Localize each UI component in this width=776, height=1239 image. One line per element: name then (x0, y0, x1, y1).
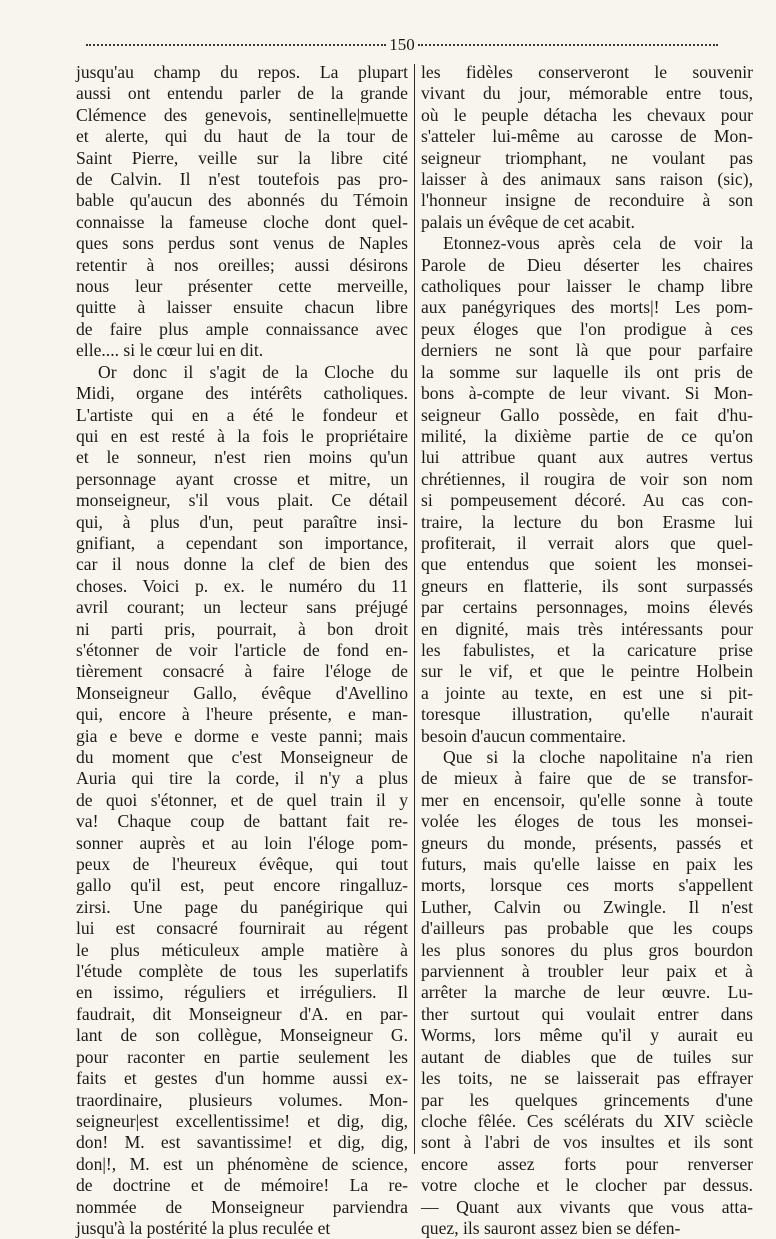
text-line: lant de son collègue, Monseigneur G. (76, 1025, 408, 1046)
text-line: Saint Pierre, veille sur la libre cité (76, 147, 408, 168)
text-line: palais un évêque de cet acabit. (421, 211, 635, 232)
text-line: tièrement consacré à faire l'éloge de (76, 661, 408, 682)
text-line: volée les éloges de tous les monsei- (421, 811, 753, 832)
text-line: ques sons perdus sont venus de Naples (76, 233, 408, 254)
text-line: catholiques pour laisser le champ libre (421, 276, 753, 297)
text-line: s'étonner de voir l'article de fond en- (76, 639, 408, 660)
text-line: sont à l'abri de vos insultes et ils sont (421, 1132, 753, 1153)
text-line: jusqu'au champ du repos. La plupart (76, 62, 408, 82)
text-line: seigneur triomphant, ne voulant pas (421, 147, 753, 168)
text-line: zirsi. Une page du panégirique qui (76, 896, 408, 917)
text-line: l'honneur insigne de reconduire à son (421, 190, 753, 211)
text-line: l'étude complète de tous les superlatifs (76, 961, 408, 982)
text-line: profiterait, il verrait alors que quel- (421, 532, 753, 553)
right-column (421, 62, 753, 1239)
text-line: votre cloche et le clocher par dessus. (421, 1175, 753, 1196)
text-line: les plus sonores du plus gros bourdon (421, 939, 753, 960)
text-line: de mieux à faire que de se transfor- (421, 768, 753, 789)
text-line: et le sonneur, n'est rien moins qu'un (76, 447, 408, 468)
text-line: nommée de Monseigneur parviendra (76, 1196, 408, 1217)
text-line: traordinaire, plusieurs volumes. Mon- (76, 1089, 408, 1110)
text-line: d'ailleurs pas probable que les coups (421, 918, 753, 939)
text-line: don! M. est savantissime! et dig, dig, (76, 1132, 408, 1153)
text-line: aussi ont entendu parler de la grande (76, 83, 408, 104)
column-divider (414, 64, 415, 1154)
text-line: et alerte, qui du haut de la tour de (76, 126, 408, 147)
text-line: seigneur|est excellentissime! et dig, dig, (76, 1110, 408, 1131)
text-line: vivant du jour, mémorable entre tous, (421, 83, 753, 104)
text-line: la somme sur laquelle ils ont pris de (421, 361, 753, 382)
text-line: qui, à plus d'un, peut paraître insi- (76, 511, 408, 532)
text-line: gnifiant, a cependant son importance, (76, 532, 408, 553)
text-line: personnage ayant crosse et mitre, un (76, 468, 408, 489)
text-line: gallo qu'il est, peut encore ringalluz- (76, 875, 408, 896)
paragraph (421, 62, 753, 233)
text-line: don|!, M. est un phénomène de science, (76, 1153, 408, 1174)
text-line: Que si la cloche napolitaine n'a rien (443, 747, 753, 767)
text-line: car il nous donne la clef de bien des (76, 554, 408, 575)
text-line: mer en encensoir, qu'elle sonne à toute (421, 789, 753, 810)
text-line: de doctrine et de mémoire! La re- (76, 1175, 408, 1196)
text-line: cloche fêlée. Ces scélérats du XIV sciècle (421, 1110, 753, 1131)
text-line: traire, la lecture du bon Erasme lui (421, 511, 753, 532)
text-line: chrétiennes, il rougira de voir son nom (421, 468, 753, 489)
text-line: arrêter la marche de leur œuvre. Lu- (421, 982, 753, 1003)
text-line: lui attribue quant aux autres vertus (421, 447, 753, 468)
text-line: ther surtout qui voulait entrer dans (421, 1003, 753, 1024)
text-line: futurs, mais qu'elle laisse en paix les (421, 854, 753, 875)
text-line: les toits, ne se laisserait pas effrayer (421, 1068, 753, 1089)
text-line: milité, la dixième partie de ce qu'on (421, 425, 753, 446)
text-line: — Quant aux vivants que vous atta- (421, 1196, 753, 1217)
text-line: que entendus que soient les monsei- (421, 554, 753, 575)
text-line: qui, encore à l'heure présente, e man- (76, 704, 408, 725)
text-line: gneurs en flatterie, ils sont surpassés (421, 575, 753, 596)
text-line: seigneur Gallo possède, en fait d'hu- (421, 404, 753, 425)
text-line: morts, lorsque ces morts s'appellent (421, 875, 753, 896)
text-line: Etonnez-vous après cela de voir la (443, 233, 753, 254)
text-line: monseigneur, s'il vous plait. Ce détail (76, 490, 408, 511)
text-line: gia e beve e dorme e veste panni; mais (76, 725, 408, 746)
text-line: peux éloges que l'on prodigue à ces (421, 318, 753, 339)
text-line: Auria qui tire la corde, il n'y a plus (76, 768, 408, 789)
text-line: va! Chaque coup de battant fait re- (76, 811, 408, 832)
text-line: derniers ne sont là que pour parfaire (421, 340, 753, 361)
text-line: jusqu'à la postérité la plus reculée et (76, 1217, 331, 1238)
text-line: bons à-compte de leur vivant. Si Mon- (421, 383, 753, 404)
text-line: de faire plus ample connaissance avec (76, 318, 408, 339)
paragraph (421, 747, 753, 1239)
text-line: retentir à nos oreilles; aussi désirons (76, 254, 408, 275)
text-line: Monseigneur Gallo, évêque d'Avellino (76, 682, 408, 703)
text-line: de Calvin. Il n'est toutefois pas pro- (76, 169, 408, 190)
text-line: Worms, lors même qu'il y aurait eu (421, 1025, 753, 1046)
text-line: par certains personnages, moins élevés (421, 597, 753, 618)
text-line: où le peuple détacha les chevaux pour (421, 104, 753, 125)
page-number: 150 (389, 35, 415, 54)
text-line: toresque illustration, qu'elle n'aurait (421, 704, 753, 725)
text-line: s'atteler lui-même au carosse de Mon- (421, 126, 753, 147)
text-line: parviennent à troubler leur paix et à (421, 961, 753, 982)
text-line: en dignité, mais très intéressants pour (421, 618, 753, 639)
text-line: Clémence des genevois, sentinelle|muette (76, 104, 408, 125)
text-line: avril courant; un lecteur sans préjugé (76, 597, 408, 618)
text-line: encore assez forts pour renverser (421, 1153, 753, 1174)
text-line: de quoi s'étonner, et de quel train il y (76, 789, 408, 810)
text-line: par les quelques grincements d'une (421, 1089, 753, 1110)
text-line: Or donc il s'agit de la Cloche du (98, 361, 408, 382)
text-line: en issimo, réguliers et irréguliers. Il (76, 982, 408, 1003)
paragraph (76, 62, 408, 362)
text-line: aux panégyriques des morts|! Les pom- (421, 297, 753, 318)
text-line: si pompeusement décoré. Au cas con- (421, 490, 753, 511)
page-header (86, 34, 718, 56)
header-rule-right (418, 44, 718, 46)
text-line: gneurs du monde, présents, passés et (421, 832, 753, 853)
text-line: du moment que c'est Monseigneur de (76, 747, 408, 767)
left-column (76, 62, 408, 1239)
text-line: pour raconter en partie seulement les (76, 1046, 408, 1067)
text-line: besoin d'aucun commentaire. (421, 725, 626, 746)
text-line: quez, ils sauront assez bien se défen- (421, 1217, 681, 1238)
text-line: lui est consacré fournirait au régent (76, 918, 408, 939)
text-line: elle.... si le cœur lui en dit. (76, 340, 264, 361)
text-line: Parole de Dieu déserter les chaires (421, 254, 753, 275)
text-line: Midi, organe des intérêts catholiques. (76, 383, 408, 404)
text-line: sur le vif, et que le peintre Holbein (421, 661, 753, 682)
paragraph (421, 233, 753, 747)
text-line: quitte à laisser ensuite chacun libre (76, 297, 408, 318)
text-line: ni parti pris, pourrait, à bon droit (76, 618, 408, 639)
text-line: a jointe au texte, en est une si pit- (421, 682, 753, 703)
text-line: choses. Voici p. ex. le numéro du 11 (76, 575, 408, 596)
text-line: peux de l'heureux évêque, qui tout (76, 854, 408, 875)
text-line: laisser à des animaux sans raison (sic), (421, 169, 753, 190)
paragraph (76, 362, 408, 1239)
text-line: Luther, Calvin ou Zwingle. Il n'est (421, 896, 753, 917)
text-line: sonner auprès et au loin l'éloge pom- (76, 832, 408, 853)
text-line: qui en est resté à la fois le propriétaire (76, 425, 408, 446)
text-line: L'artiste qui en a été le fondeur et (76, 404, 408, 425)
text-line: faudrait, dit Monseigneur d'A. en par- (76, 1003, 408, 1024)
header-rule-left (86, 44, 386, 46)
text-line: les fidèles conserveront le souvenir (421, 62, 753, 82)
text-line: bable qu'aucun des abonnés du Témoin (76, 190, 408, 211)
text-line: nous leur présenter cette merveille, (76, 276, 408, 297)
text-line: les fabulistes, et la caricature prise (421, 639, 753, 660)
text-line: le plus méticuleux ample matière à (76, 939, 408, 960)
text-line: connaisse la fameuse cloche dont quel- (76, 211, 408, 232)
text-line: faits et gestes d'un homme aussi ex- (76, 1068, 408, 1089)
text-line: autant de diables que de tuiles sur (421, 1046, 753, 1067)
